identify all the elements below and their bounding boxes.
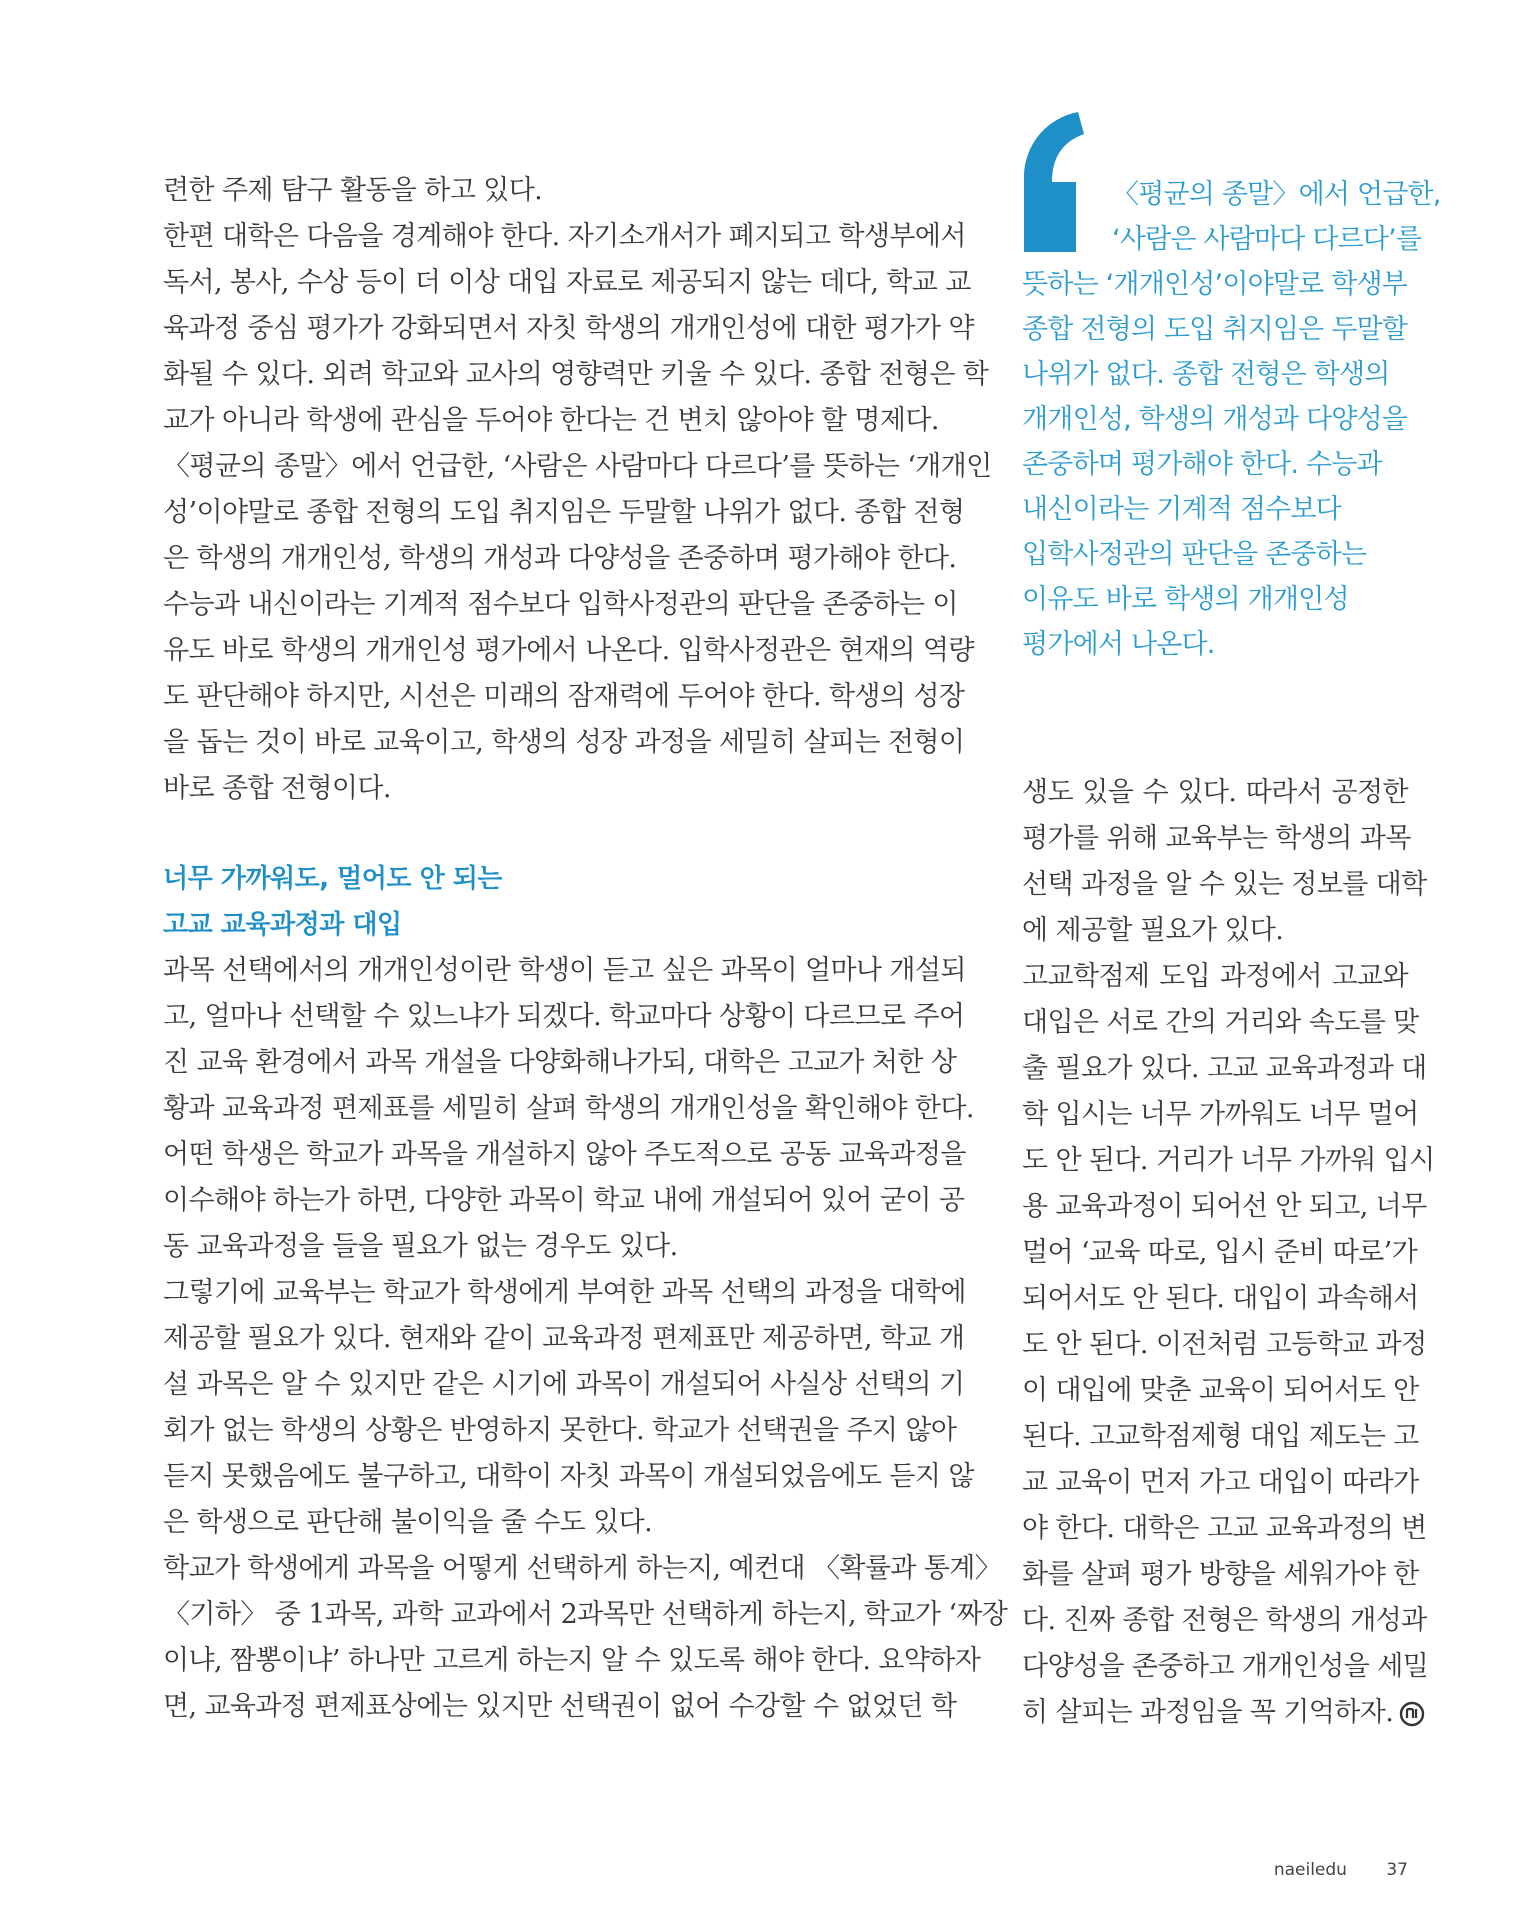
- text-line: 진 교육 환경에서 과목 개설을 다양화해나가되, 대학은 고교가 처한 상: [163, 1047, 957, 1078]
- section-heading-line: 너무 가까워도, 멀어도 안 되는: [163, 864, 502, 894]
- naeil-end-mark-icon: [1399, 1701, 1425, 1727]
- text-line: 학교가 학생에게 과목을 어떻게 선택하게 하는지, 예컨대 〈확률과 통계〉: [163, 1553, 1002, 1584]
- text-line: 은 학생으로 판단해 불이익을 줄 수도 있다.: [163, 1507, 653, 1538]
- text-line: 이냐, 짬뽕이냐’ 하나만 고르게 하는지 알 수 있도록 해야 한다. 요약하자: [163, 1645, 981, 1676]
- text-line: 설 과목은 알 수 있지만 같은 시기에 과목이 개설되어 사실상 선택의 기: [163, 1369, 965, 1400]
- text-line: 어떤 학생은 학교가 과목을 개설하지 않아 주도적으로 공동 교육과정을: [163, 1139, 966, 1170]
- text-line: 황과 교육과정 편제표를 세밀히 살펴 학생의 개개인성을 확인해야 한다.: [163, 1093, 974, 1124]
- text-line: 용 교육과정이 되어선 안 되고, 너무: [1022, 1191, 1427, 1222]
- text-line: 면, 교육과정 편제표상에는 있지만 선택권이 없어 수강할 수 없었던 학: [163, 1691, 957, 1722]
- section-heading-line: 고교 교육과정과 대입: [163, 910, 402, 940]
- text-line: 교 교육이 먼저 가고 대입이 따라가: [1022, 1467, 1419, 1498]
- text-line-content: 히 살피는 과정임을 꼭 기억하자.: [1022, 1697, 1394, 1728]
- text-line: 회가 없는 학생의 상황은 반영하지 못한다. 학교가 선택권을 주지 않아: [163, 1415, 957, 1446]
- text-line: 평가를 위해 교육부는 학생의 과목: [1022, 823, 1411, 854]
- text-line: 야 한다. 대학은 고교 교육과정의 변: [1022, 1513, 1427, 1544]
- paragraph: [163, 1546, 1008, 1730]
- body-column-right: [1022, 770, 1435, 1736]
- text-line: 〈기하〉 중 1과목, 과학 교과에서 2과목만 선택하게 하는지, 학교가 ‘짜장: [163, 1599, 1008, 1630]
- text-line: 듣지 못했음에도 불구하고, 대학이 자칫 과목이 개설되었음에도 듣지 않: [163, 1461, 974, 1492]
- pull-quote-line: 내신이라는 기계적 점수보다: [1022, 494, 1341, 525]
- text-line: 을 돕는 것이 바로 교육이고, 학생의 성장 과정을 세밀히 살피는 전형이: [163, 727, 965, 758]
- paragraph: [163, 1270, 974, 1546]
- text-line: 고, 얼마나 선택할 수 있느냐가 되겠다. 학교마다 상황이 다르므로 주어: [163, 1001, 965, 1032]
- text-line: 그렇기에 교육부는 학교가 학생에게 부여한 과목 선택의 과정을 대학에: [163, 1277, 966, 1308]
- text-line: 생도 있을 수 있다. 따라서 공정한: [1022, 777, 1408, 808]
- text-line: 다. 진짜 종합 전형은 학생의 개성과: [1022, 1605, 1427, 1636]
- text-line: 다양성을 존중하고 개개인성을 세밀: [1022, 1651, 1429, 1682]
- text-line: 도 안 된다. 이전처럼 고등학교 과정: [1022, 1329, 1427, 1360]
- page-number: 37: [1386, 1860, 1408, 1880]
- pull-quote-line: 평가에서 나온다.: [1022, 629, 1215, 660]
- text-line: 이수해야 하는가 하면, 다양한 과목이 학교 내에 개설되어 있어 굳이 공: [163, 1185, 965, 1216]
- pull-quote: [1022, 172, 1441, 667]
- text-line: 교가 아니라 학생에 관심을 두어야 한다는 건 변치 않아야 할 명제다.: [163, 405, 939, 436]
- text-line: 고교학점제 도입 과정에서 고교와: [1022, 961, 1408, 992]
- text-line: 에 제공할 필요가 있다.: [1022, 915, 1284, 946]
- text-line: 육과정 중심 평가가 강화되면서 자칫 학생의 개개인성에 대한 평가가 약: [163, 313, 974, 344]
- text-line: 유도 바로 학생의 개개인성 평가에서 나온다. 입학사정관은 현재의 역량: [163, 635, 974, 666]
- paragraph: [1022, 770, 1427, 954]
- paragraph: [163, 948, 974, 1270]
- text-line: 수능과 내신이라는 기계적 점수보다 입학사정관의 판단을 존중하는 이: [163, 589, 958, 620]
- text-line: 동 교육과정을 들을 필요가 없는 경우도 있다.: [163, 1231, 678, 1262]
- pull-quote-line: 개개인성, 학생의 개성과 다양성을: [1022, 404, 1408, 435]
- pull-quote-line: 존중하며 평가해야 한다. 수능과: [1022, 449, 1382, 480]
- text-line: 화될 수 있다. 외려 학교와 교사의 영향력만 키울 수 있다. 종합 전형은 학: [163, 359, 989, 390]
- paragraph: [1022, 954, 1435, 1736]
- pull-quote-line: 〈평균의 종말〉에서 언급한,: [1112, 179, 1441, 210]
- text-line: 화를 살펴 평가 방향을 세워가야 한: [1022, 1559, 1419, 1590]
- text-line: 도 판단해야 하지만, 시선은 미래의 잠재력에 두어야 한다. 학생의 성장: [163, 681, 965, 712]
- text-line: 제공할 필요가 있다. 현재와 같이 교육과정 편제표만 제공하면, 학교 개: [163, 1323, 965, 1354]
- text-line: 련한 주제 탐구 활동을 하고 있다.: [163, 175, 543, 206]
- text-line: 독서, 봉사, 수상 등이 더 이상 대입 자료로 제공되지 않는 데다, 학교 교: [163, 267, 971, 298]
- page-footer: [1274, 1860, 1408, 1880]
- text-line: 되어서도 안 된다. 대입이 과속해서: [1022, 1283, 1419, 1314]
- text-line: 대입은 서로 간의 거리와 속도를 맞: [1022, 1007, 1419, 1038]
- text-line: 선택 과정을 알 수 있는 정보를 대학: [1022, 869, 1427, 900]
- pull-quote-line: 종합 전형의 도입 취지임은 두말할: [1022, 314, 1408, 345]
- paragraph: [163, 444, 992, 812]
- text-line: 학 입시는 너무 가까워도 너무 멀어: [1022, 1099, 1419, 1130]
- text-line: 멀어 ‘교육 따로, 입시 준비 따로’가: [1022, 1237, 1418, 1268]
- pull-quote-line: 나위가 없다. 종합 전형은 학생의: [1022, 359, 1390, 390]
- text-line: [1022, 1690, 1408, 1736]
- text-line: 바로 종합 전형이다.: [163, 773, 391, 804]
- text-line: 된다. 고교학점제형 대입 제도는 고: [1022, 1421, 1419, 1452]
- paragraph: [163, 168, 925, 214]
- section-heading: [163, 856, 925, 948]
- footer-brand: naeiledu: [1273, 1860, 1347, 1880]
- text-line: 한편 대학은 다음을 경계해야 한다. 자기소개서가 폐지되고 학생부에서: [163, 221, 966, 252]
- paragraph: [163, 214, 989, 444]
- pull-quote-line: ‘사람은 사람마다 다르다’를: [1112, 224, 1422, 255]
- text-line: 〈평균의 종말〉에서 언급한, ‘사람은 사람마다 다르다’를 뜻하는 ‘개개인: [163, 451, 992, 482]
- text-line: 도 안 된다. 거리가 너무 가까워 입시: [1022, 1145, 1435, 1176]
- text-line: 출 필요가 있다. 고교 교육과정과 대: [1022, 1053, 1427, 1084]
- text-line: 성’이야말로 종합 전형의 도입 취지임은 두말할 나위가 없다. 종합 전형: [163, 497, 965, 528]
- pull-quote-line: 이유도 바로 학생의 개개인성: [1022, 584, 1349, 615]
- text-line: 이 대입에 맞춘 교육이 되어서도 안: [1022, 1375, 1419, 1406]
- body-column-left: [163, 168, 1008, 1730]
- pull-quote-line: 입학사정관의 판단을 존중하는: [1022, 539, 1367, 570]
- text-line: 은 학생의 개개인성, 학생의 개성과 다양성을 존중하며 평가해야 한다.: [163, 543, 957, 574]
- text-line: 과목 선택에서의 개개인성이란 학생이 듣고 싶은 과목이 얼마나 개설되: [163, 955, 966, 986]
- pull-quote-line: 뜻하는 ‘개개인성’이야말로 학생부: [1022, 269, 1408, 300]
